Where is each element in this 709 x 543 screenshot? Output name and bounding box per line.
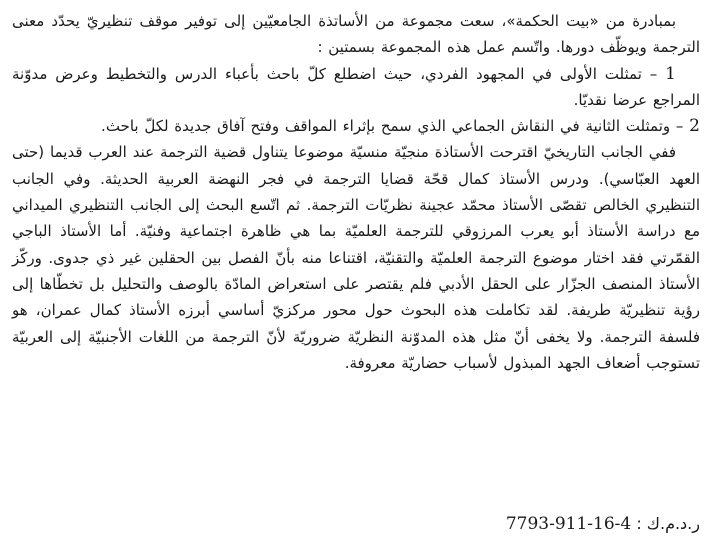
isbn-line bbox=[12, 510, 700, 538]
intro-paragraph: بمبادرة من «بيت الحكمة»، سعت مجموعة من الأساتذة الجامعيّين إلى توفير موقف تنظيريّ يحدّد معنى الترجمة ويوظّف دورها. واتّسم عمل هذه المجموعة بسمتين : bbox=[12, 12, 700, 57]
feature-number-1: 1 bbox=[665, 63, 676, 84]
feature-text-1: – تمثلت الأولى في المجهود الفردي، حيث اضطلع كلّ باحث بأعباء الدرس والتخطيط وعرض مدوّنة المراجع عرضا نقديّا. bbox=[12, 64, 700, 109]
isbn-value: 7793-911-16-4 bbox=[505, 514, 632, 534]
feature-number-2: 2 bbox=[689, 116, 700, 137]
feature-item-2 bbox=[12, 113, 700, 139]
feature-text-2: – وتمثلت الثانية في النقاش الجماعي الذي سمح بإثراء المواقف وفتح آفاق جديدة لكلّ باحث. bbox=[101, 117, 684, 136]
document-body bbox=[12, 8, 700, 376]
feature-item-1 bbox=[12, 61, 700, 114]
body-paragraph: ففي الجانب التاريخيّ اقترحت الأستاذة منجيّة منسيّة موضوعا يتناول قضية الترجمة عند العرب قديما (حتى العهد العبّاسي). ودرس الأستاذ كمال قحّة قضايا الترجمة في فجر النهضة العربية الحديثة. وفي الجانب التنظيري الخالص تقصّى الأستاذ محمّد عجينة نظريّات الترجمة. ثم اتّسع البحث إلى الجانب التنظيري الميداني مع دراسة الأستاذ أبو يعرب المرزوقي للترجمة العلميّة بما هي ظاهرة اجتماعية وفنيّة. أما الأستاذ الباجي القمّرتي فقد اختار موضوع الترجمة العلميّة والتقنيّة، اقتناعا منه بأنّ الفصل بين الحقلين غير ذي جدوى. وركّز الأستاذ المنصف الجزّار على الحقل الأدبي فلم يقتصر على استعراض المادّة بالوصف والتحليل بل تخطّاها إلى رؤية تنظيريّة طريفة. لقد تكاملت هذه البحوث حول محور مركزيّ أساسي أبرزه الأستاذ كمال عمران، هو فلسفة الترجمة. ولا يخفى أنّ مثل هذه المدوّنة النظريّة ضروريّة لأنّ الترجمة من اللغات الأجنبيّة إلى العربيّة تستوجب أضعاف الجهد المبذول لأسباب حضاريّة معروفة. bbox=[12, 143, 700, 372]
isbn-label: ر.د.م.ك : bbox=[636, 514, 700, 533]
